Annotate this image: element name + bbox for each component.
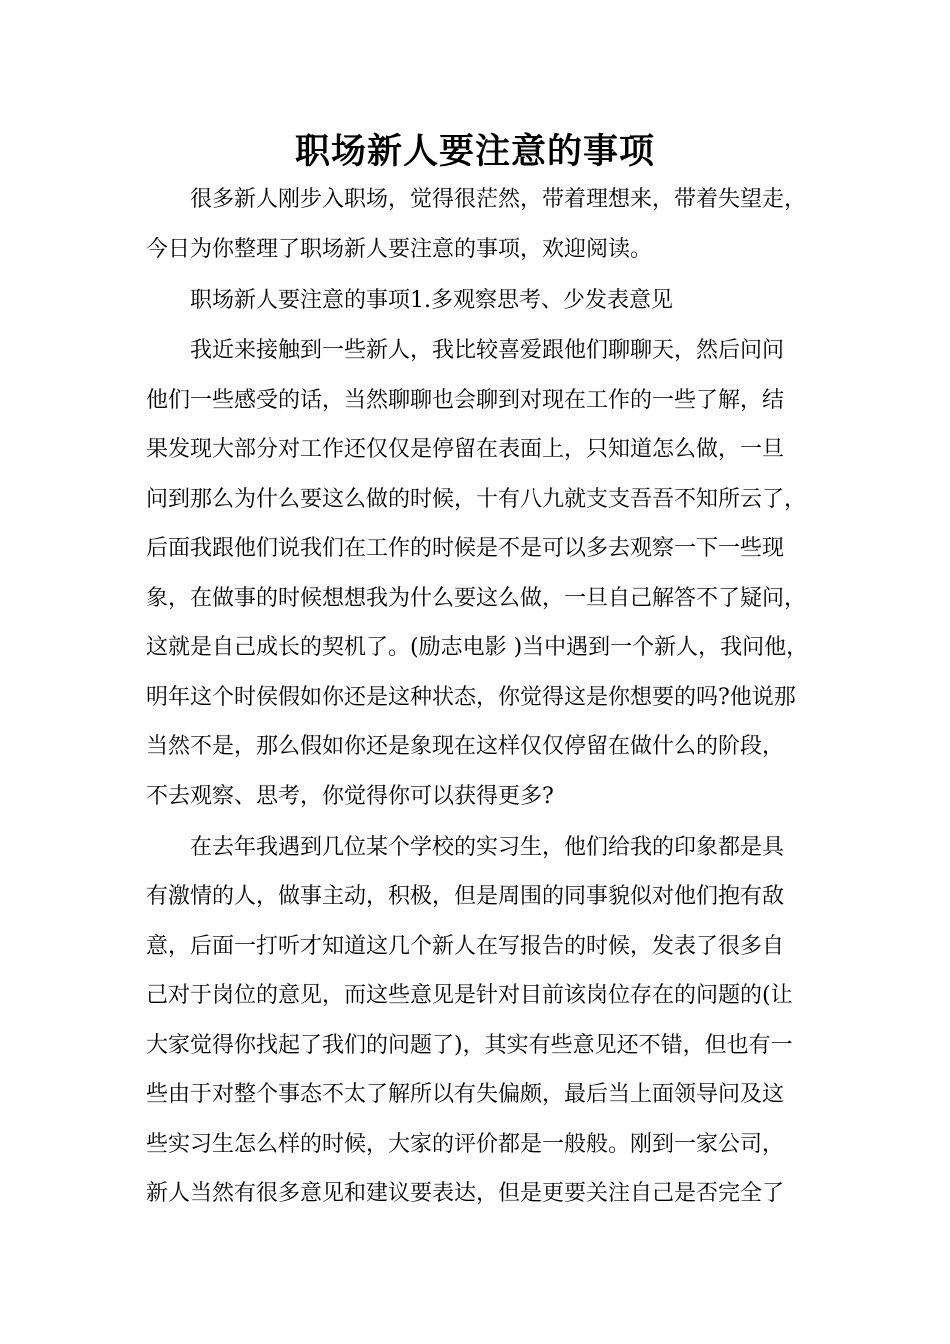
paragraph-line: 今日为你整理了职场新人要注意的事项，欢迎阅读。 [146,237,653,262]
paragraph-line: 些实习生怎么样的时候，大家的评价都是一般般。刚到一家公司， [146,1132,785,1157]
paragraph-line: 大家觉得你找起了我们的问题了)，其实有些意见还不错，但也有一 [146,1033,793,1058]
paragraph-line: 己对于岗位的意见，而这些意见是针对目前该岗位存在的问题的(让 [146,983,793,1008]
paragraph-line: 在去年我遇到几位某个学校的实习生，他们给我的印象都是具 [190,835,785,860]
paragraph-line: 象，在做事的时候想想我为什么要这么做，一旦自己解答不了疑问， [146,586,807,611]
paragraph-line: 果发现大部分对工作还仅仅是停留在表面上，只知道怎么做，一旦 [146,437,785,462]
paragraph-line: 我近来接触到一些新人，我比较喜爱跟他们聊聊天，然后问问 [190,338,785,363]
paragraph-line: 有激情的人，做事主动，积极，但是周围的同事貌似对他们抱有敌 [146,884,785,909]
paragraph-line: 意，后面一打听才知道这几个新人在写报告的时候，发表了很多自 [146,934,785,959]
paragraph-line: 问到那么为什么要这么做的时候，十有八九就支支吾吾不知所云了， [146,487,807,512]
document-title: 职场新人要注意的事项 [294,131,655,172]
paragraph-line: 些由于对整个事态不太了解所以有失偏颇，最后当上面领导问及这 [146,1082,785,1107]
paragraph-line: 当然不是，那么假如你还是象现在这样仅仅停留在做什么的阶段， [146,734,785,759]
section-heading-line: 职场新人要注意的事项1.多观察思考、少发表意见 [190,288,673,313]
paragraph-line: 后面我跟他们说我们在工作的时候是不是可以多去观察一下一些现 [146,536,785,561]
paragraph-line: 不去观察、思考，你觉得你可以获得更多? [146,784,554,809]
paragraph-line: 明年这个时侯假如你还是这种状态，你觉得这是你想要的吗?他说那 [146,685,796,710]
paragraph-line: 他们一些感受的话，当然聊聊也会聊到对现在工作的一些了解，结 [146,388,785,413]
paragraph-line: 这就是自己成长的契机了。(励志电影 )当中遇到一个新人，我问他， [146,635,809,660]
paragraph-line: 很多新人刚步入职场，觉得很茫然，带着理想来，带着失望走， [190,187,807,212]
paragraph-line: 新人当然有很多意见和建议要表达，但是更要关注自己是否完全了 [146,1181,785,1206]
